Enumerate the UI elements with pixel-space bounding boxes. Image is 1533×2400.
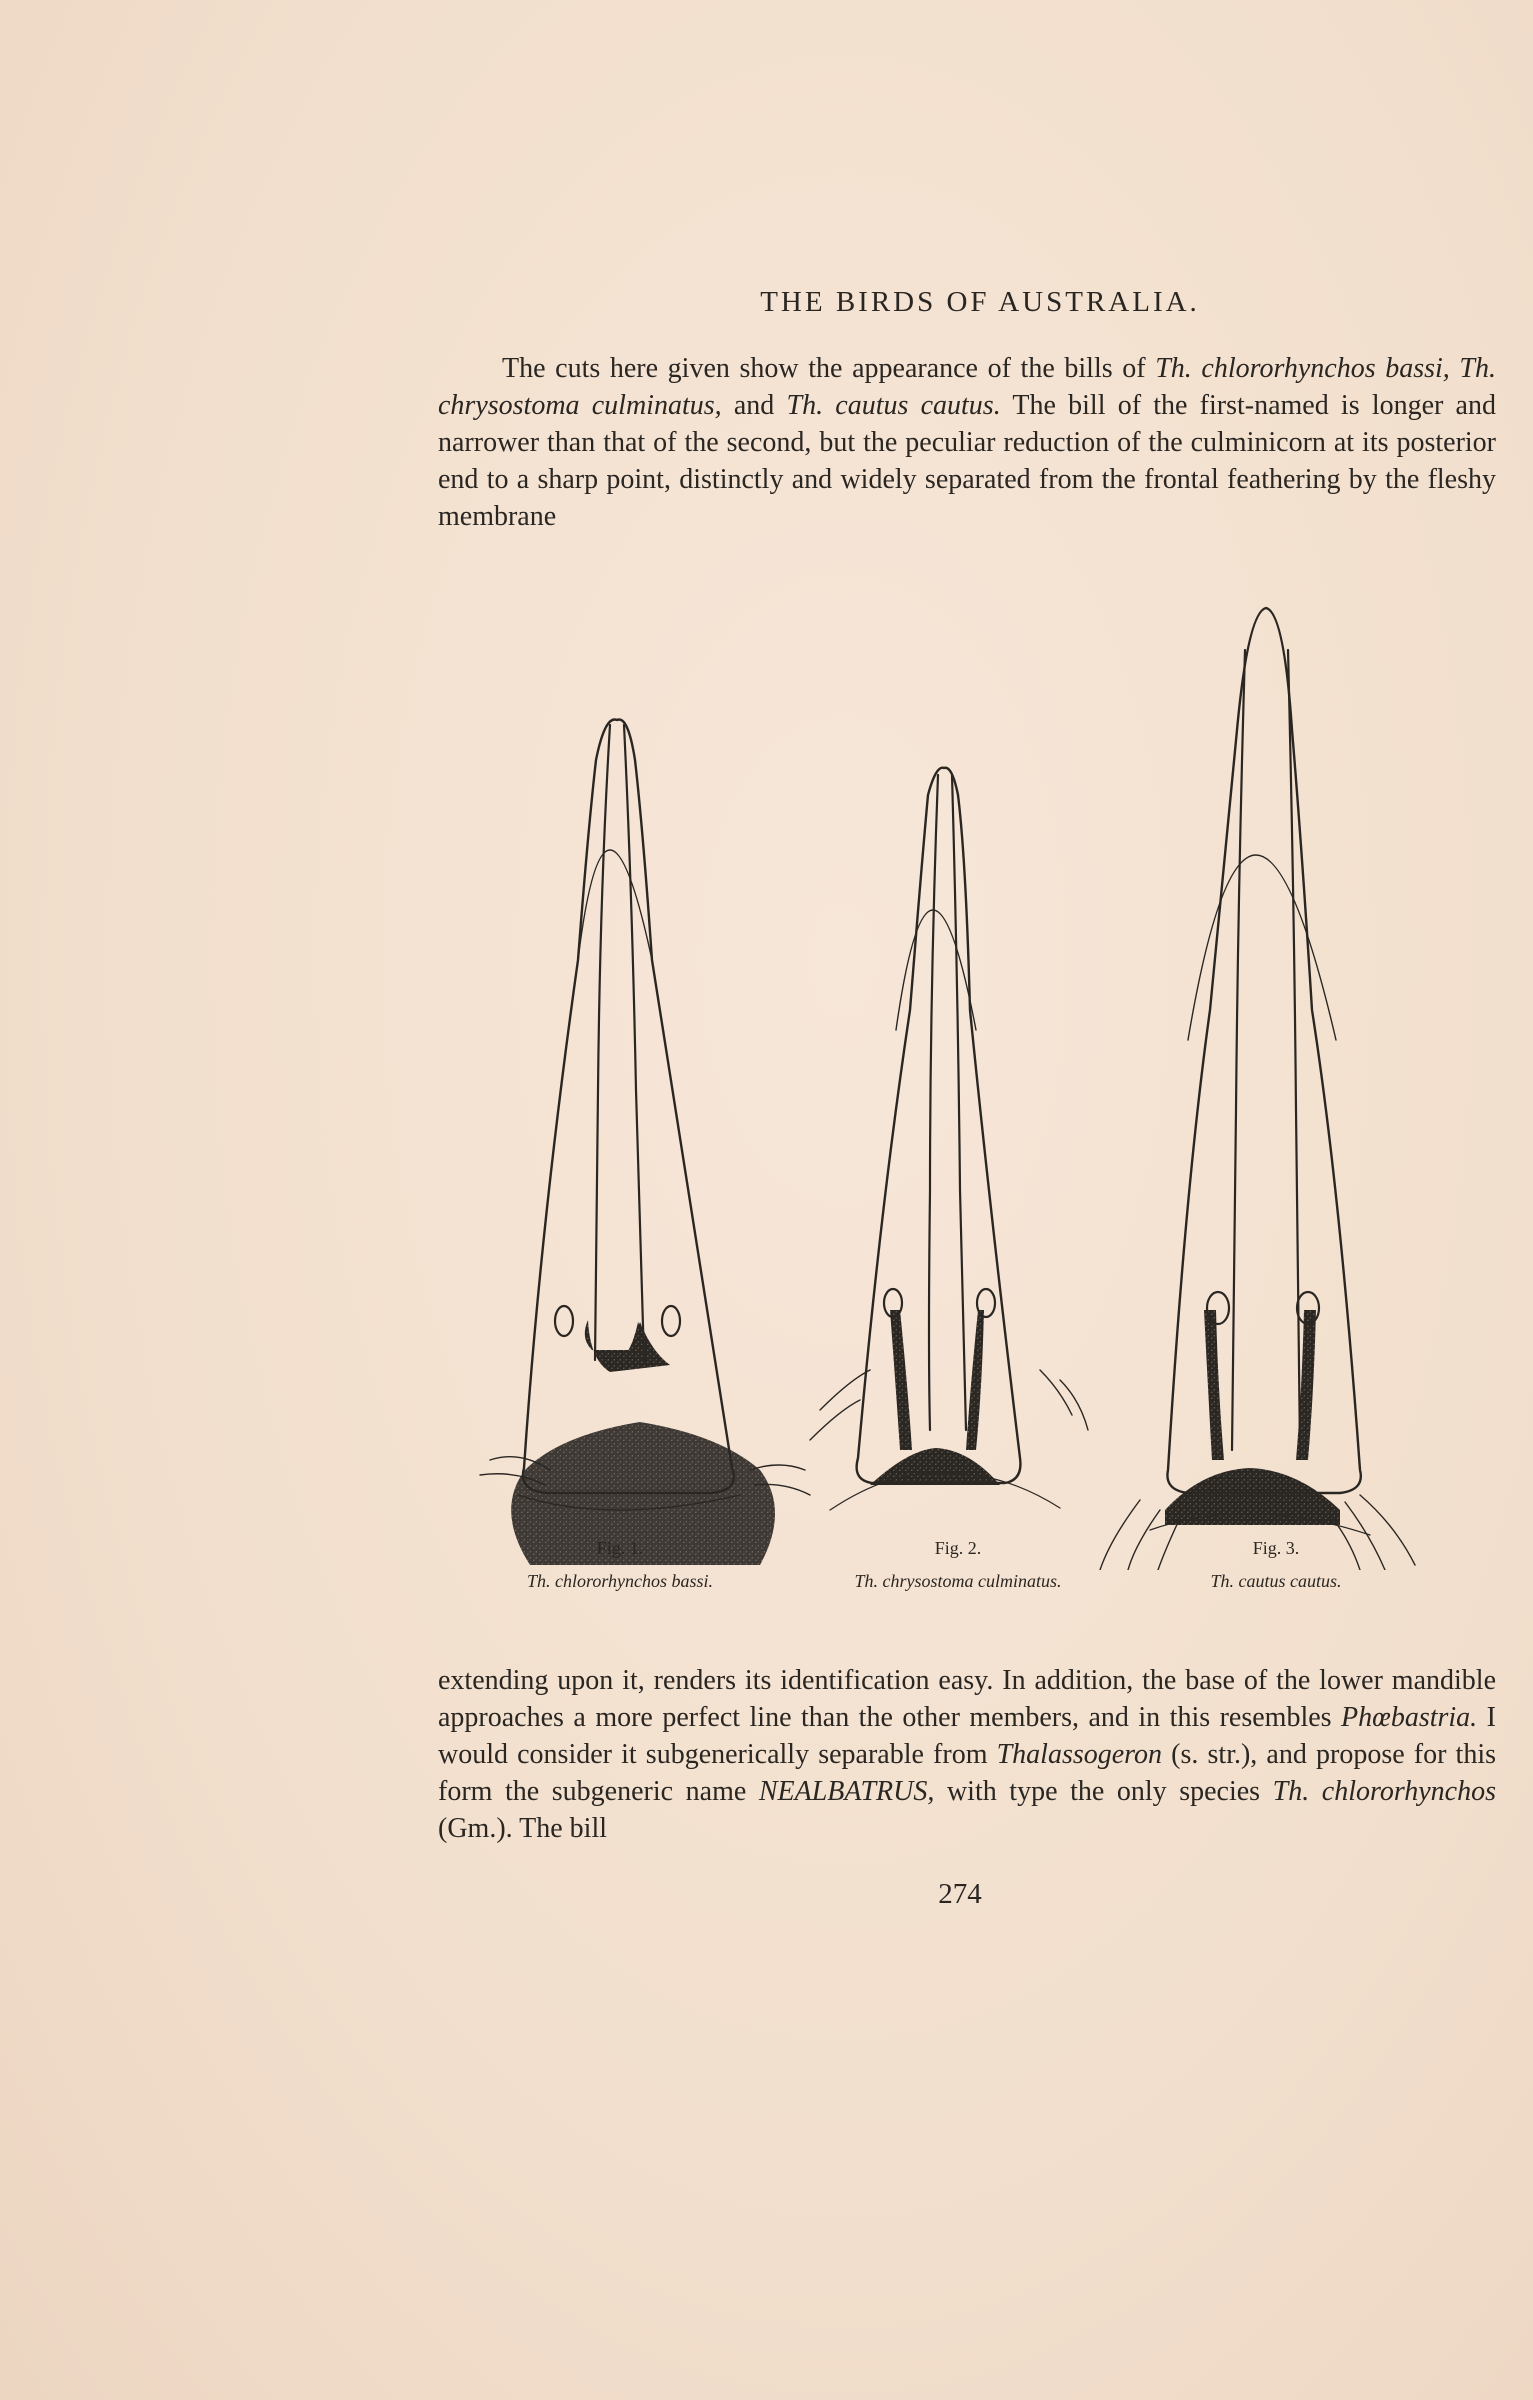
figure-2-number: Fig. 2. — [934, 1538, 982, 1558]
para-top-text-2: and — [721, 390, 787, 421]
para-bottom-italic-2: Thalassogeron — [996, 1739, 1163, 1770]
figure-3-number: Fig. 3. — [1252, 1538, 1300, 1558]
para-top-text-1: The cuts here given show the appearance of the bills of — [502, 353, 1156, 384]
paragraph-top — [438, 350, 1496, 535]
para-bottom-italic-1: Phœbastria. — [1341, 1702, 1478, 1733]
para-top-italic-2: Th. cautus cautus. — [786, 390, 1001, 421]
para-bottom-text-2: I would consider it subgenerically separable from — [438, 1702, 1496, 1770]
figure-2-caption — [808, 1538, 1108, 1592]
figure-3-caption — [1126, 1538, 1426, 1592]
running-head: THE BIRDS OF AUSTRALIA. — [760, 286, 1200, 318]
figure-2-name: Th. chrysostoma culminatus. — [854, 1571, 1062, 1591]
figure-1-name: Th. chlororhynchos bassi. — [526, 1571, 713, 1591]
bill-illustrations — [460, 590, 1460, 1570]
paragraph-bottom — [438, 1662, 1496, 1847]
figure-3-name: Th. cautus cautus. — [1210, 1571, 1342, 1591]
para-bottom-text-3: (s. str.), and propose for this form the subgeneric name — [438, 1739, 1496, 1807]
para-top-text-3: The bill of the first-named is longer and narrower than that of the second, but the peculiar reduction of the culminicorn at its posterior end to a sharp point, distinctly and widely separated from the frontal feathering by the fleshy membrane — [438, 390, 1496, 532]
figure-1-caption — [470, 1538, 770, 1592]
para-bottom-text-5: (Gm.). The bill — [438, 1813, 608, 1844]
bill-figure-2 — [810, 768, 1088, 1510]
para-bottom-text-4: with type the only species — [934, 1776, 1273, 1807]
para-bottom-italic-4: Th. chlororhynchos — [1272, 1776, 1496, 1807]
para-bottom-italic-3: NEALBATRUS, — [758, 1776, 935, 1807]
para-bottom-text-1: extending upon it, renders its identification easy. In addition, the base of the lower mandible approaches a more perfect line than the other members, and in this resembles — [438, 1665, 1496, 1733]
figure-1-number: Fig. 1. — [596, 1538, 644, 1558]
page-number: 274 — [938, 1878, 982, 1910]
bill-figure-3 — [1100, 608, 1415, 1570]
para-top-italic-1: Th. chlororhynchos bassi, Th. chrysostoma culminatus, — [438, 353, 1496, 421]
bill-figure-1 — [480, 720, 810, 1566]
